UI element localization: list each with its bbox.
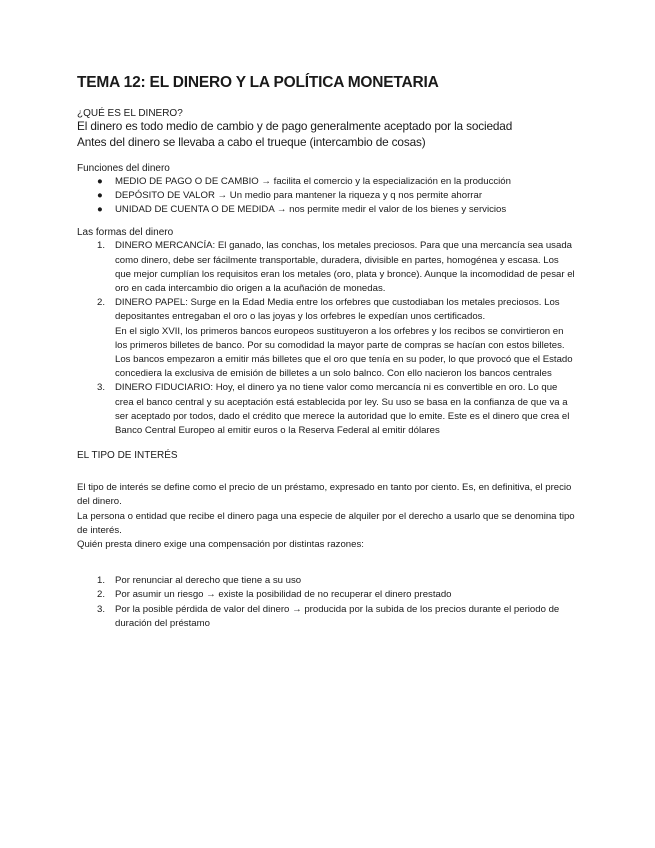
document-page — [77, 74, 577, 631]
list-item — [77, 603, 577, 631]
list-item-text: Por renunciar al derecho que tiene a su uso — [115, 575, 302, 587]
list-item-text: Por la posible pérdida de valor del dinero → producida por la subida de los precios durante el periodo de duración del préstamo — [115, 603, 560, 629]
list-item — [77, 239, 577, 296]
funciones-heading: Funciones del dinero — [77, 163, 170, 174]
definition-text: El dinero es todo medio de cambio y de pago generalmente aceptado por la sociedad — [77, 119, 513, 133]
bullet: ● — [97, 189, 103, 201]
list-item-text: DINERO MERCANCÍA: El ganado, las conchas, los metales preciosos. Para que una mercancía sea usada como dinero, debe ser fácilmente transportable, duradera, divisible en partes, homogénea y escasa. Los que mejor cumplían los requisitos eran los metales (oro, plata y bronce). Aunque la incomodidad de pesar el oro en cada intercambio dio origen a la acuñación de monedas. — [115, 240, 575, 294]
list-item-text: DEPÓSITO DE VALOR → Un medio para mantener la riqueza y q nos permite ahorrar — [115, 189, 483, 201]
paragraph: Quién presta dinero exige una compensación por distintas razones: — [77, 539, 364, 551]
item-number: 2. — [97, 297, 106, 309]
razones-list — [77, 574, 577, 631]
list-item — [77, 574, 577, 588]
section-question: ¿QUÉ ES EL DINERO? — [77, 108, 183, 119]
list-item-text-continued: En el siglo XVII, los primeros bancos europeos sustituyeron a los orfebres y los recibos se convirtieron en los primeros billetes de banco. Por su comodidad la mayor parte de compras se hacían con estos billetes. Los bancos empezaron a emitir más billetes que el oro que tenía en su poder, lo que provocó que el Estado concediera la exclusiva de emisión de billetes a un solo balnco. Con ello nacieron los bancos centrales — [115, 325, 573, 380]
trueque-text: Antes del dinero se llevaba a cabo el trueque (intercambio de cosas) — [77, 134, 426, 149]
paragraph: La persona o entidad que recibe el dinero paga una especie de alquiler por el derecho a usarlo que se denomina tipo de interés. — [77, 510, 575, 536]
bullet: ● — [97, 176, 103, 187]
item-number: 1. — [97, 240, 106, 252]
list-item — [77, 175, 577, 189]
item-number: 2. — [97, 589, 106, 601]
page-title: TEMA 12: EL DINERO Y LA POLÍTICA MONETARIA — [77, 74, 439, 91]
list-item-text: UNIDAD DE CUENTA O DE MEDIDA → nos permite medir el valor de los bienes y servicios — [115, 203, 507, 215]
list-item — [77, 588, 577, 602]
funciones-list — [77, 175, 577, 216]
list-item-text: DINERO PAPEL: Surge en la Edad Media entre los orfebres que custodiaban los metales preciosos. Los depositantes entregaban el oro o las joyas y los orfebres le expedían unos certificados. — [115, 297, 560, 323]
item-number: 1. — [97, 575, 106, 587]
list-item — [77, 189, 577, 203]
list-item — [77, 203, 577, 217]
list-item — [77, 381, 577, 438]
list-item-text: MEDIO DE PAGO O DE CAMBIO → facilita el comercio y la especialización en la producción — [115, 176, 511, 187]
item-number: 3. — [97, 603, 106, 615]
list-item-text: Por asumir un riesgo → existe la posibilidad de no recuperar el dinero prestado — [115, 589, 452, 601]
formas-heading: Las formas del dinero — [77, 227, 174, 239]
bullet: ● — [97, 203, 103, 215]
tipo-interes-heading: EL TIPO DE INTERÉS — [77, 450, 178, 462]
item-number: 3. — [97, 382, 106, 394]
list-item — [77, 296, 577, 381]
paragraph: El tipo de interés se define como el precio de un préstamo, expresado en tanto por ciento. Es, en definitiva, el precio del dinero. — [77, 482, 572, 508]
list-item-text: DINERO FIDUCIARIO: Hoy, el dinero ya no tiene valor como mercancía ni es convertible en oro. Lo que crea el banco central y su aceptación está establecida por ley. Su uso se basa en la confianza de que va a ser aceptado por todos, dado el crédito que merece la autoridad que lo emite. Este es el dinero que crea el Banco Central Europeo al emitir euros o la Reserva Federal al emitir dólares — [115, 382, 570, 437]
formas-list — [77, 239, 577, 438]
tipo-interes-body — [77, 481, 577, 552]
